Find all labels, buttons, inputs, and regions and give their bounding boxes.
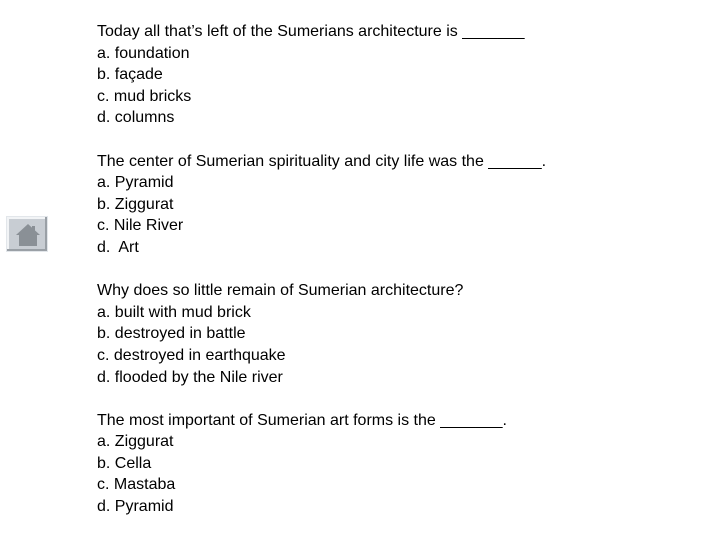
- question-4: [97, 410, 697, 518]
- answer-option-a: a. foundation: [97, 44, 190, 62]
- question-prompt: The center of Sumerian spirituality and city life was the ______.: [97, 152, 547, 170]
- question-2: [97, 151, 697, 259]
- answer-option-b: b. Ziggurat: [97, 195, 174, 213]
- answer-option-d: d. columns: [97, 109, 175, 127]
- answer-option-d: d. flooded by the Nile river: [97, 368, 283, 386]
- question-3: [97, 280, 697, 388]
- question-prompt: Today all that’s left of the Sumerians architecture is _______: [97, 23, 525, 40]
- home-icon: [14, 221, 42, 249]
- answer-option-b: b. destroyed in battle: [97, 325, 246, 343]
- answer-option-c: c. mud bricks: [97, 87, 192, 105]
- question-1: [97, 21, 697, 129]
- answer-option-c: c. Mastaba: [97, 476, 176, 494]
- home-button[interactable]: [6, 216, 48, 252]
- answer-option-a: a. built with mud brick: [97, 303, 251, 321]
- answer-option-b: b. façade: [97, 66, 163, 84]
- answer-option-d: d. Pyramid: [97, 498, 174, 516]
- answer-option-b: b. Cella: [97, 454, 152, 472]
- question-prompt: The most important of Sumerian art forms is the _______.: [97, 411, 507, 429]
- answer-option-c: c. destroyed in earthquake: [97, 346, 286, 364]
- answer-option-c: c. Nile River: [97, 217, 184, 235]
- quiz-content: [97, 21, 697, 539]
- answer-option-a: a. Pyramid: [97, 174, 174, 192]
- answer-option-a: a. Ziggurat: [97, 433, 174, 451]
- answer-option-d: d. Art: [97, 238, 139, 256]
- question-prompt: Why does so little remain of Sumerian architecture?: [97, 282, 464, 300]
